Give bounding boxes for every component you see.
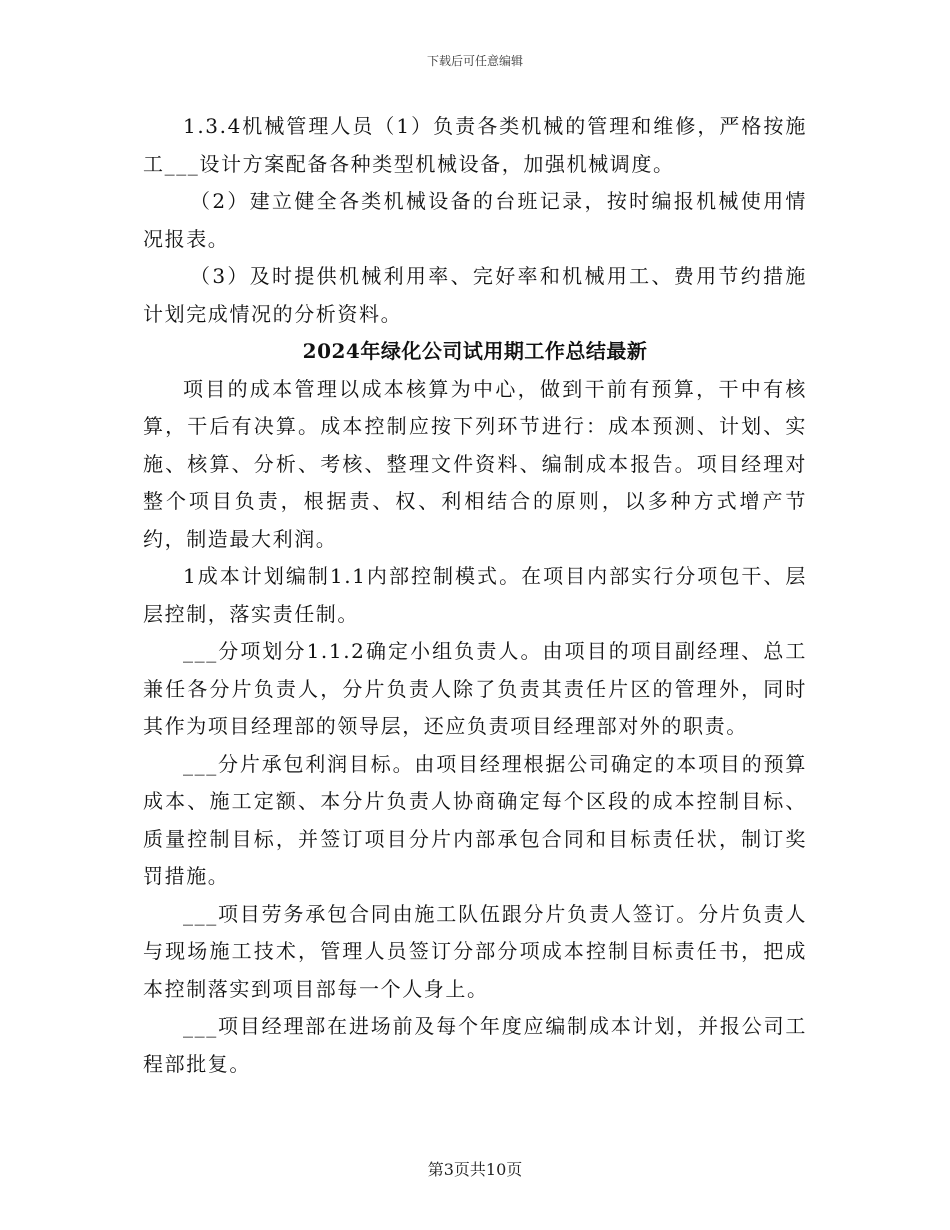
document-body [143,108,807,1083]
page-number: 第3页共10页 [427,1160,523,1179]
paragraph-machinery-staff: 1.3.4机械管理人员（1）负责各类机械的管理和维修，严格按施工___设计方案配备各种类型机械设备，加强机械调度。 [143,114,807,176]
paragraph-utilization-data: （3）及时提供机械利用率、完好率和机械用工、费用节约措施计划完成情况的分析资料。 [143,264,807,326]
paragraph-equipment-records: （2）建立健全各类机械设备的台班记录，按时编报机械使用情况报表。 [143,189,807,251]
paragraph-cost-management: 项目的成本管理以成本核算为中心，做到干前有预算，干中有核算，干后有决算。成本控制应按下列环节进行：成本预测、计划、实施、核算、分析、考核、整理文件资料、编制成本报告。项目经理对整个项目负责，根据责、权、利相结合的原则，以多种方式增产节约，制造最大利润。 [143,376,807,551]
paragraph-cost-plan: 1成本计划编制1.1内部控制模式。在项目内部实行分项包干、层层控制，落实责任制。 [143,564,807,626]
paragraph-group-leader: ___分项划分1.1.2确定小组负责人。由项目的项目副经理、总工兼任各分片负责人，分片负责人除了负责其责任片区的管理外，同时其作为项目经理部的领导层，还应负责项目经理部对外的职责。 [143,639,807,738]
paragraph-annual-plan: ___项目经理部在进场前及每个年度应编制成本计划，并报公司工程部批复。 [143,1014,807,1076]
section-title: 2024年绿化公司试用期工作总结最新 [302,339,648,363]
paragraph-labor-contract: ___项目劳务承包合同由施工队伍跟分片负责人签订。分片负责人与现场施工技术，管理人员签订分部分项成本控制目标责任书，把成本控制落实到项目部每一个人身上。 [143,901,807,1001]
paragraph-profit-target: ___分片承包利润目标。由项目经理根据公司确定的本项目的预算成本、施工定额、本分片负责人协商确定每个区段的成本控制目标、质量控制目标，并签订项目分片内部承包合同和目标责任状，制订奖罚措施。 [143,751,807,888]
page-header: 下载后可任意编辑 [426,54,523,68]
